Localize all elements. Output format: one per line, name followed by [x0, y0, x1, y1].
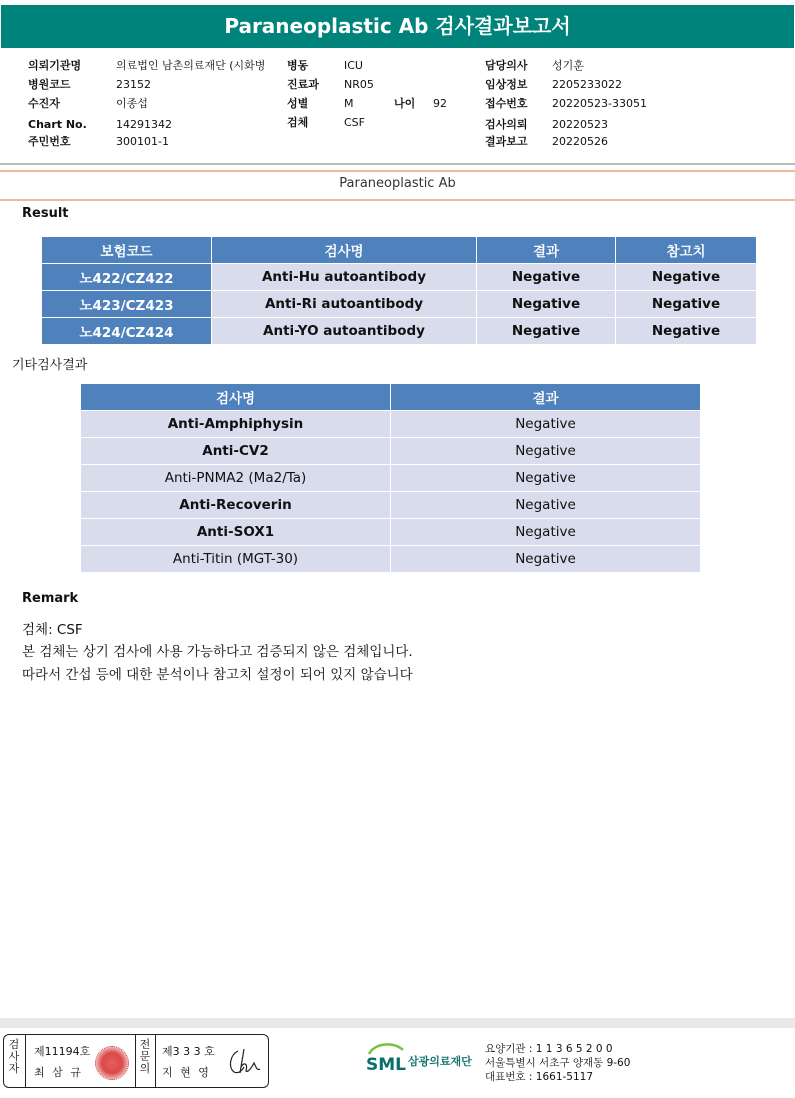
handwritten-signature [224, 1045, 264, 1079]
divider-top [0, 170, 795, 172]
label-institution: 의뢰기관명 [28, 59, 82, 72]
reference-value: Negative [616, 264, 757, 291]
examiner-name: 최 삼 규 [34, 1066, 83, 1079]
test-name: Anti-SOX1 [81, 519, 391, 546]
value-clinical-info: 2205233022 [552, 78, 622, 91]
table-row [42, 264, 757, 291]
value-ward: ICU [344, 59, 363, 72]
test-result: Negative [391, 438, 701, 465]
divider-bottom [0, 199, 795, 201]
other-table-header [81, 384, 701, 411]
col-reference: 참고치 [616, 237, 757, 264]
table-row [81, 519, 701, 546]
test-name: Anti-Amphiphysin [81, 411, 391, 438]
reviewer-license-no: 제3 3 3 호 [162, 1045, 215, 1058]
result-heading: Result [22, 206, 69, 221]
value-department: NR05 [344, 78, 374, 91]
label-resident-no: 주민번호 [28, 135, 71, 148]
label-request-date: 검사의뢰 [485, 118, 528, 131]
table-row [81, 546, 701, 573]
signature-divider [135, 1035, 136, 1087]
report-title: Paraneoplastic Ab 검사결과보고서 [1, 5, 794, 48]
label-doctor: 담당의사 [485, 59, 528, 72]
test-result: Negative [477, 264, 616, 291]
value-patient: 이종섭 [116, 97, 148, 110]
col-test-name: 검사명 [81, 384, 391, 411]
divider-gray [0, 163, 795, 165]
label-specimen: 검체 [287, 116, 309, 129]
label-sex: 성별 [287, 97, 309, 110]
reference-value: Negative [616, 318, 757, 345]
value-doctor: 성기훈 [552, 59, 584, 72]
footer-band [0, 1018, 795, 1028]
table-row [81, 465, 701, 492]
test-name: Anti-Ri autoantibody [212, 291, 477, 318]
value-age: 92 [433, 97, 447, 110]
label-ward: 병동 [287, 59, 309, 72]
test-result: Negative [391, 546, 701, 573]
org-line: 요양기관 : 1 1 3 6 5 2 0 0 [485, 1043, 613, 1055]
value-report-date: 20220526 [552, 135, 608, 148]
value-hospital-code: 23152 [116, 78, 151, 91]
remark-line: 검체: CSF [22, 622, 83, 638]
value-sex: M [344, 97, 354, 110]
test-name: Anti-CV2 [81, 438, 391, 465]
table-row [81, 438, 701, 465]
label-hospital-code: 병원코드 [28, 78, 71, 91]
label-patient: 수진자 [28, 97, 60, 110]
test-name: Anti-YO autoantibody [212, 318, 477, 345]
label-receipt-no: 접수번호 [485, 97, 528, 110]
value-chart-no: 14291342 [116, 118, 172, 131]
seal-stamp [95, 1046, 129, 1080]
org-line: 서울특별시 서초구 양재동 9-60 [485, 1057, 631, 1069]
value-specimen: CSF [344, 116, 365, 129]
col-insurance-code: 보험코드 [42, 237, 212, 264]
reference-value: Negative [616, 291, 757, 318]
reviewer-label: 전 문 의 [139, 1038, 151, 1075]
org-line: 대표번호 : 1661-5117 [485, 1071, 594, 1083]
examiner-label: 검 사 자 [8, 1038, 20, 1075]
value-receipt-no: 20220523-33051 [552, 97, 647, 110]
test-result: Negative [477, 318, 616, 345]
insurance-code: 노424/CZ424 [42, 318, 212, 345]
value-institution: 의료법인 남촌의료재단 (시화병 [116, 59, 266, 72]
logo-name: 삼광의료재단 [408, 1055, 472, 1068]
other-heading: 기타검사결과 [12, 358, 88, 373]
examiner-license-no: 제11194호 [34, 1045, 91, 1058]
label-age: 나이 [394, 97, 416, 110]
table-row [42, 318, 757, 345]
test-result: Negative [391, 492, 701, 519]
signature-divider [25, 1035, 26, 1087]
value-request-date: 20220523 [552, 118, 608, 131]
test-result: Negative [391, 465, 701, 492]
col-result: 결과 [391, 384, 701, 411]
signature-box [3, 1034, 269, 1088]
test-name: Anti-Titin (MGT-30) [81, 546, 391, 573]
test-name: Anti-PNMA2 (Ma2/Ta) [81, 465, 391, 492]
label-department: 진료과 [287, 78, 319, 91]
test-result: Negative [391, 411, 701, 438]
remark-line: 본 검체는 상기 검사에 사용 가능하다고 검증되지 않은 검체입니다. [22, 644, 413, 660]
result-table-header [42, 237, 757, 264]
svg-text:SML: SML [366, 1055, 406, 1075]
remark-line: 따라서 간섭 등에 대한 분석이나 참고치 설정이 되어 있지 않습니다 [22, 667, 413, 683]
label-report-date: 결과보고 [485, 135, 528, 148]
test-name: Anti-Hu autoantibody [212, 264, 477, 291]
reviewer-name: 지 현 영 [162, 1066, 211, 1079]
label-chart-no: Chart No. [28, 118, 87, 131]
sml-logo [365, 1040, 407, 1078]
other-table [80, 383, 701, 573]
value-resident-no: 300101-1 [116, 135, 169, 148]
section-title: Paraneoplastic Ab [339, 176, 456, 191]
table-row [81, 411, 701, 438]
result-table [41, 236, 757, 345]
label-clinical-info: 임상정보 [485, 78, 528, 91]
col-result: 결과 [477, 237, 616, 264]
insurance-code: 노422/CZ422 [42, 264, 212, 291]
test-result: Negative [477, 291, 616, 318]
table-row [42, 291, 757, 318]
test-name: Anti-Recoverin [81, 492, 391, 519]
col-test-name: 검사명 [212, 237, 477, 264]
insurance-code: 노423/CZ423 [42, 291, 212, 318]
signature-divider [155, 1035, 156, 1087]
test-result: Negative [391, 519, 701, 546]
table-row [81, 492, 701, 519]
organization-info [485, 1042, 630, 1084]
remark-heading: Remark [22, 591, 79, 606]
